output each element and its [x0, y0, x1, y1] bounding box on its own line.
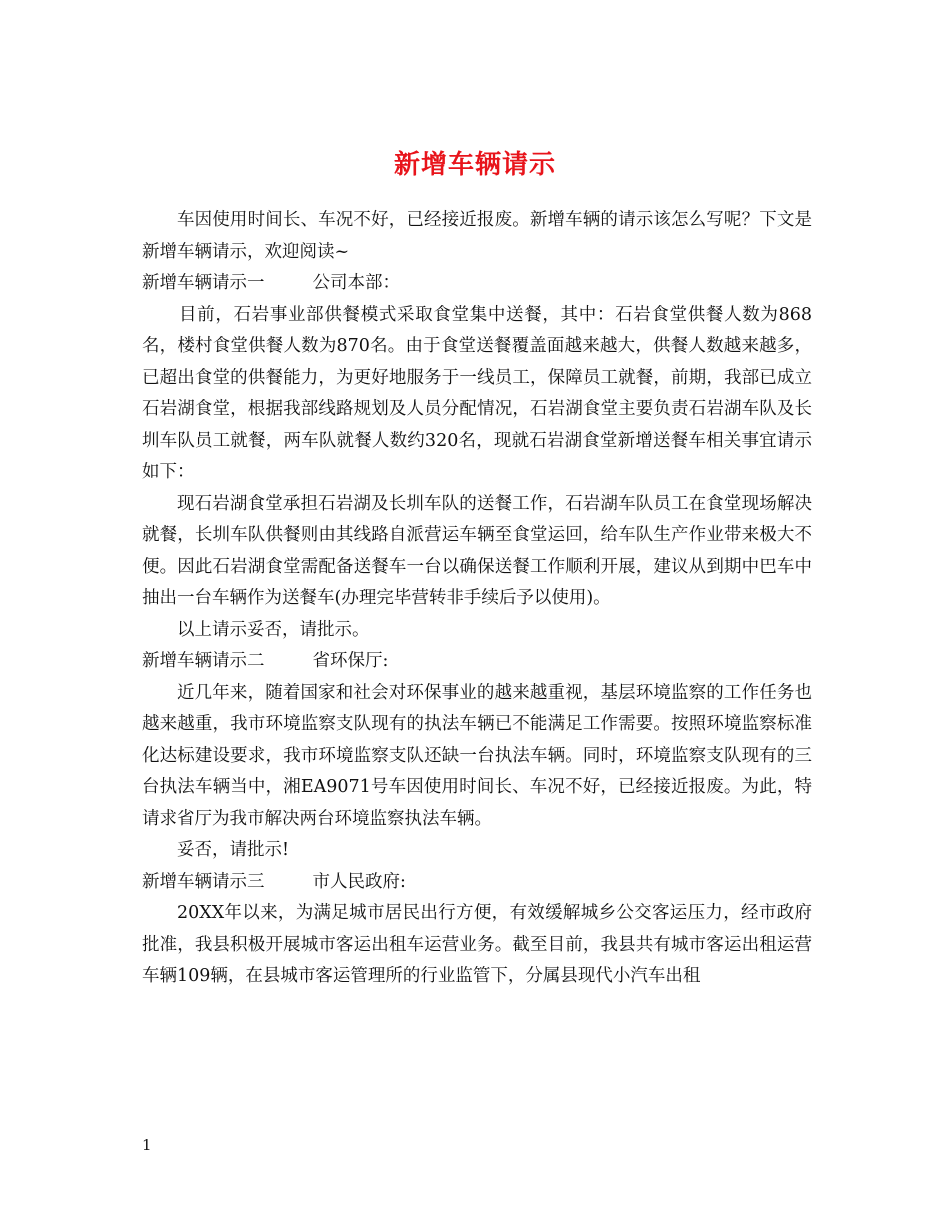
section-heading-3: [142, 867, 812, 899]
section-recipient: 公司本部：: [312, 273, 400, 293]
section-2-closing: 妥否，请批示!: [177, 840, 290, 860]
section-title: 新增车辆请示三: [142, 871, 265, 892]
section-1-paragraph-1: 目前，石岩事业部供餐模式采取食堂集中送餐，其中：石岩食堂供餐人数为868名，楼村食堂供餐人数为870名。由于食堂送餐覆盖面越来越大，供餐人数越来越多，已超出食堂的供餐能力，为更好地服务于一线员工，保障员工就餐，前期，我部已成立石岩湖食堂，根据我部线路规划及人员分配情况，石岩湖食堂主要负责石岩湖车队及长圳车队员工就餐，两车队就餐人数约320名，现就石岩湖食堂新增送餐车相关事宜请示如下：: [142, 304, 812, 482]
section-title: 新增车辆请示二: [142, 651, 265, 671]
intro-paragraph: 车因使用时间长、车况不好，已经接近报废。新增车辆的请示该怎么写呢？下文是新增车辆请示，欢迎阅读~: [142, 210, 812, 262]
section-1-closing: 以上请示妥否，请批示。: [177, 619, 370, 640]
section-1-paragraph-2: 现石岩湖食堂承担石岩湖及长圳车队的送餐工作，石岩湖车队员工在食堂现场解决就餐，长圳车队供餐则由其线路自派营运车辆至食堂运回，给车队生产作业带来极大不便。因此石岩湖食堂需配备送餐车一台以确保送餐工作顺利开展，建议从到期中巴车中抽出一台车辆作为送餐车(办理完毕营转非手续后予以使用)。: [142, 493, 812, 608]
section-3-paragraph-1: 20XX年以来，为满足城市居民出行方便，有效缓解城乡公交客运压力，经市政府批准，我县积极开展城市客运出租车运营业务。截至目前，我县共有城市客运出租运营车辆109辆，在县城市客运管理所的行业监管下，分属县现代小汽车出租: [142, 903, 812, 986]
section-heading-1: [142, 268, 812, 300]
section-recipient: 省环保厅:: [312, 651, 389, 671]
section-recipient: 市人民政府:: [312, 871, 406, 892]
section-2-paragraph-1: 近几年来，随着国家和社会对环保事业的越来越重视，基层环境监察的工作任务也越来越重，我市环境监察支队现有的执法车辆已不能满足工作需要。按照环境监察标准化达标建设要求，我市环境监察支队还缺一台执法车辆。同时，环境监察支队现有的三台执法车辆当中，湘EA9071号车因使用时间长、车况不好，已经接近报废。为此，特请求省厅为我市解决两台环境监察执法车辆。: [142, 682, 812, 829]
document-title: 新增车辆请示: [393, 150, 556, 181]
document-body: [142, 205, 812, 993]
page-number: 1: [142, 1136, 152, 1154]
section-title: 新增车辆请示一: [142, 273, 265, 293]
section-heading-2: [142, 646, 812, 678]
